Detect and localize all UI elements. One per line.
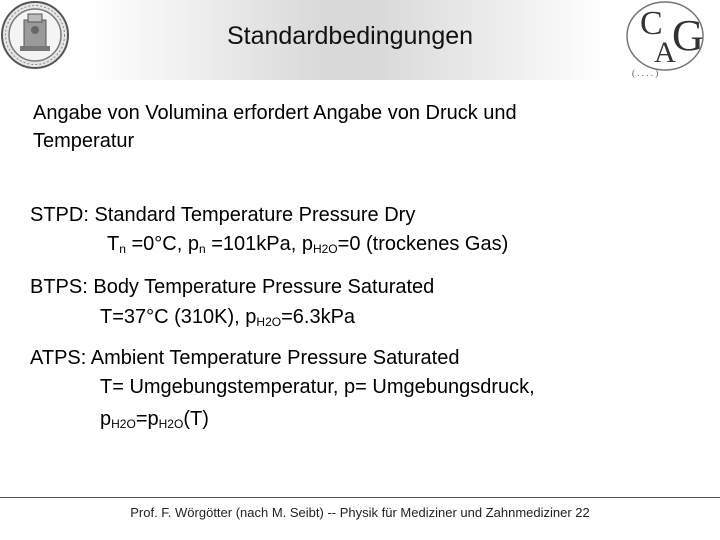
svg-text:( . . . . ): ( . . . . ) [632, 68, 659, 78]
btps-heading: BTPS: Body Temperature Pressure Saturated [30, 276, 435, 298]
institute-logo-icon [620, 0, 710, 80]
slide-title: Standardbedingungen [226, 22, 474, 50]
atps-line-3: $p_{H2O}=p_{H2O}(T)$ [100, 408, 209, 431]
btps-conditions: T=37°C (310K), $p_{H2O}=6.3kPa$ [100, 306, 356, 329]
slide-footer: Prof. F. Wörgötter (nach M. Seibt) -- Physik für Mediziner und Zahnmediziner 22 [130, 505, 590, 520]
footer-divider [0, 497, 720, 498]
stpd-conditions: $T_n =0^\circ C$, $p_n =101kPa$, $p_{H2O}=0$ (trockenes Gas) [107, 233, 509, 256]
svg-text:C: C [640, 5, 663, 42]
svg-text:G: G [672, 11, 704, 60]
stpd-heading: STPD: Standard Temperature Pressure Dry [30, 204, 416, 226]
university-seal-icon [0, 0, 70, 70]
svg-text:A: A [654, 36, 676, 69]
intro-line-1: Angabe von Volumina erfordert Angabe von Druck und [33, 102, 517, 124]
atps-line-2: T= Umgebungstemperatur, p= Umgebungsdruck, [100, 376, 535, 398]
atps-heading: ATPS: Ambient Temperature Pressure Saturated [30, 347, 460, 369]
intro-line-2: Temperatur [33, 130, 135, 152]
